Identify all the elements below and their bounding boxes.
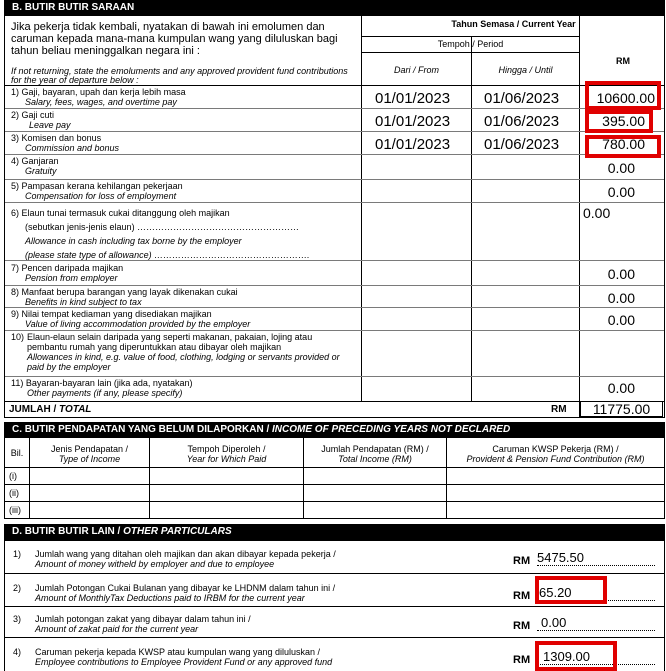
section-c-header: C. BUTIR PENDAPATAN YANG BELUM DILAPORKAN / INCOME OF PRECEDING YEARS NOT DECLARED bbox=[4, 422, 665, 438]
period-label: Tempoh / Period bbox=[437, 39, 504, 49]
highlight-box bbox=[585, 81, 661, 110]
list-item: 4) Caruman pekerja kepada KWSP atau kumpulan wang yang diluluskan / Employee contributions to Employee Provident Fund or any approved fund RM 1309.00 bbox=[5, 637, 664, 671]
section-b-title: B. BUTIR BUTIR SARAAN bbox=[12, 2, 135, 13]
col-header: Jenis Pendapatan / Type of Income bbox=[50, 444, 129, 464]
table-row: (iii) bbox=[9, 505, 21, 515]
until-date-3: 01/06/2023 bbox=[484, 136, 560, 153]
table-row: (ii) bbox=[9, 488, 19, 498]
amount-11: 0.00 bbox=[607, 380, 635, 396]
epf-value: 1309.00 bbox=[543, 649, 590, 664]
list-item: 8) Manfaat berupa barangan yang layak dikenakan cukai Benefits in kind subject to tax bbox=[11, 287, 238, 307]
intro-english: If not returning, state the emoluments and any approved provident fund contributions for the year of departure below : bbox=[11, 66, 348, 85]
from-date-3: 01/01/2023 bbox=[375, 136, 451, 153]
table-row: (i) bbox=[9, 471, 17, 481]
list-item: 1) Gaji, bayaran, upah dan kerja lebih masa Salary, fees, wages, and overtime pay bbox=[11, 87, 186, 107]
highlight-box bbox=[585, 110, 653, 133]
until-label: Hingga / Until bbox=[498, 65, 553, 75]
list-item: 2) Gaji cuti Leave pay bbox=[11, 110, 71, 130]
list-item: 4) Ganjaran Gratuity bbox=[11, 156, 59, 176]
until-date-2: 01/06/2023 bbox=[484, 113, 560, 130]
withheld-value: 5475.50 bbox=[537, 550, 584, 565]
section-b-header bbox=[4, 0, 665, 16]
list-item: 2) Jumlah Potongan Cukai Bulanan yang dibayar ke LHDNM dalam tahun ini / Amount of MonthlyTax Deductions paid to IRBM for the current year RM 65.20 bbox=[5, 573, 664, 606]
tax-deduction-value: 65.20 bbox=[539, 585, 572, 600]
highlight-box bbox=[535, 641, 617, 671]
list-item: 6) Elaun tunai termasuk cukai ditanggung oleh majikan (sebutkan jenis-jenis elaun) ……………………………………………… Allowance in cash including tax borne by the employer (please state type of allowance) ……………………………………………. bbox=[11, 208, 310, 260]
list-item: 9) Nilai tempat kediaman yang disediakan majikan Value of living accommodation provided by the employer bbox=[11, 309, 251, 329]
total-rm: RM bbox=[551, 404, 567, 415]
highlight-box bbox=[535, 576, 607, 604]
col-header: Caruman KWSP Pekerja (RM) / Provident & Pension Fund Contribution (RM) bbox=[466, 444, 645, 464]
section-d-list bbox=[4, 540, 665, 671]
amount-8: 0.00 bbox=[607, 290, 635, 306]
amount-9: 0.00 bbox=[607, 312, 635, 328]
amount-4: 0.00 bbox=[607, 160, 635, 176]
amount-2: 395.00 bbox=[602, 113, 645, 129]
intro-malay: Jika pekerja tidak kembali, nyatakan di bawah ini emolumen dan caruman kepada mana-mana kumpulan wang yang diluluskan bagi tahun beliau meninggalkan negara ini : bbox=[11, 21, 338, 57]
section-c-table bbox=[4, 438, 665, 519]
list-item: 1) Jumlah wang yang ditahan oleh majikan dan akan dibayar kepada pekerja / Amount of money witheld by employer and due to employee RM 5475.50 bbox=[5, 540, 664, 573]
list-item: 3) Jumlah potongan zakat yang dibayar dalam tahun ini / Amount of zakat paid for the current year RM 0.00 bbox=[5, 606, 664, 637]
section-b-table bbox=[4, 16, 665, 418]
highlight-box bbox=[585, 135, 661, 158]
from-label: Dari / From bbox=[394, 65, 439, 75]
col-header: Jumlah Pendapatan (RM) / Total Income (RM) bbox=[321, 444, 429, 464]
list-item: 11) Bayaran-bayaran lain (jika ada, nyatakan) Other payments (if any, please specify) bbox=[11, 378, 193, 398]
list-item: 3) Komisen dan bonus Commission and bonus bbox=[11, 133, 120, 153]
col-header: Tempoh Diperoleh / Year for Which Paid bbox=[186, 444, 267, 464]
total-value: 11775.00 bbox=[580, 401, 663, 417]
list-item: 5) Pampasan kerana kehilangan pekerjaan Compensation for loss of employment bbox=[11, 181, 183, 201]
amount-5: 0.00 bbox=[607, 184, 635, 200]
from-date-2: 01/01/2023 bbox=[375, 113, 451, 130]
amount-3: 780.00 bbox=[602, 136, 645, 152]
rm-label: RM bbox=[616, 56, 630, 66]
list-item: 10) Elaun-elaun selain daripada yang seperti makanan, pakaian, lojing atau pembantu rumah yang diperuntukkan atau dibayar oleh majikan Allowances in kind, e.g. value of food, clothing, lodging or servants provided or paid by the employer bbox=[11, 332, 340, 372]
amount-1: 10600.00 bbox=[596, 90, 655, 106]
col-header: Bil. bbox=[10, 448, 24, 458]
current-year-label: Tahun Semasa / Current Year bbox=[451, 19, 576, 29]
list-item: 7) Pencen daripada majikan Pension from employer bbox=[11, 263, 124, 283]
amount-7: 0.00 bbox=[607, 266, 635, 282]
section-d-header: D. BUTIR BUTIR LAIN / OTHER PARTICULARS bbox=[4, 524, 665, 540]
until-date-1: 01/06/2023 bbox=[484, 90, 560, 107]
from-date-1: 01/01/2023 bbox=[375, 90, 451, 107]
amount-6: 0.00 bbox=[583, 205, 611, 221]
zakat-value: 0.00 bbox=[541, 615, 567, 630]
total-label: JUMLAH / TOTAL bbox=[9, 404, 92, 415]
